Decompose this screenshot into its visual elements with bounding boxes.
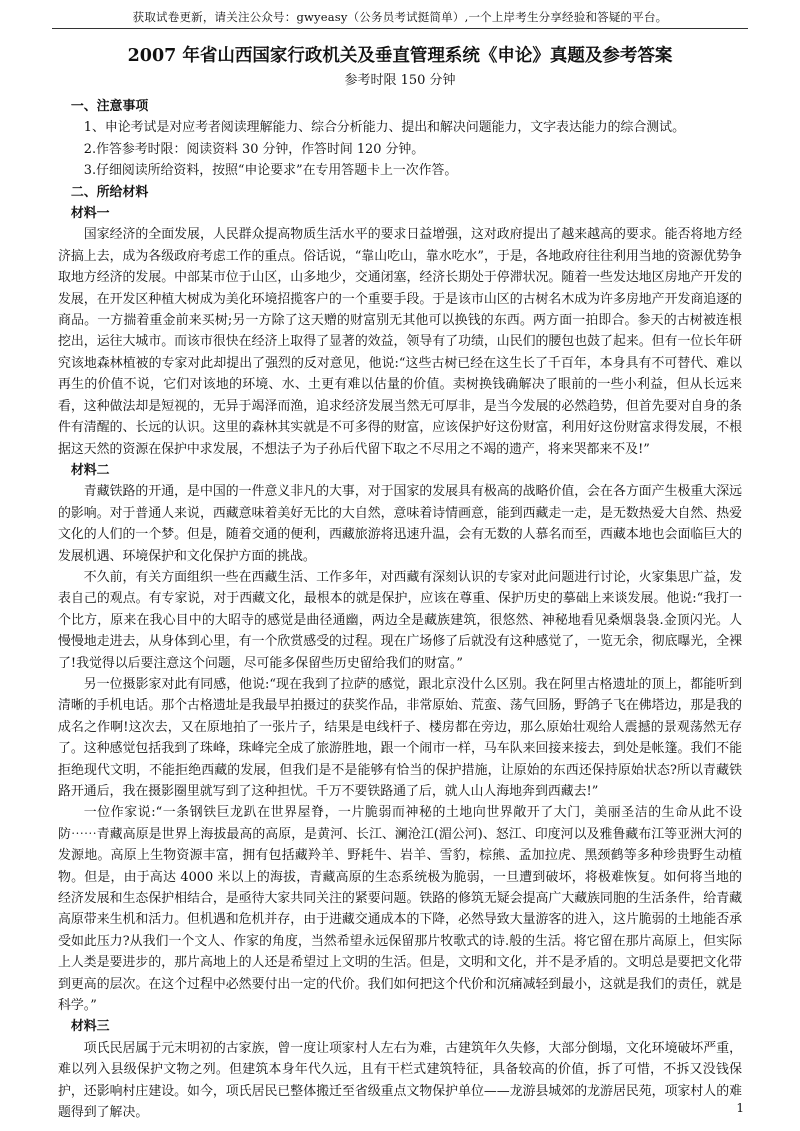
material-2-heading: 材料二	[70, 462, 110, 478]
document-title: 2007 年省山西国家行政机关及垂直管理系统《申论》真题及参考答案	[127, 46, 673, 66]
material-2-paragraph: 青藏铁路的开通，是中国的一件意义非凡的大事，对于国家的发展具有极高的战略价值，会在各方面产生极重大深远的影响。对于普通人来说，西藏意味着美好无比的大自然，意味着诗情画意，能到西藏走一走，是无数热爱大自然、热爱文化的人们的一个梦。但是，随着交通的便利，西藏旅游将迅速升温，会有无数的人慕名而至，西藏本地也会面临巨大的发展机遇、环境保护和文化保护方面的挑战。	[58, 484, 742, 564]
material-2-paragraph: 一位作家说:“一条钢铁巨龙趴在世界屋脊，一片脆弱而神秘的土地向世界敞开了大门，美丽圣洁的生命从此不设防⋯⋯青藏高原是世界上海拔最高的高原，是黄河、长江、澜沧江(湄公河)、怒江、印度河以及雅鲁藏布江等亚洲大河的发源地。高原上生物资源丰富，拥有包括藏羚羊、野耗牛、岩羊、雪豹，棕熊、孟加拉虎、黑颈鹤等多种珍贵野生动植物。但是，由于高达 4000 米以上的海拔，青藏高原的生态系统极为脆弱，一旦遭到破坏，将极难恢复。如何将当地的经济发展和生态保护相结合，是亟待大家共同关注的紧要问题。铁路的修筑无疑会提高广大藏族同胞的生活条件，给青藏高原带来生机和活力。但机遇和危机并存，由于进藏交通成本的下降，必然导致大量游客的进入，这片脆弱的土地能否承受如此压力?从我们一个文人、作家的角度，当然希望永远保留那片牧歌式的诗.般的生活。将它留在那片高原上，但实际上人类是要进步的，那片高地上的人还是希望过上文明的生活。但是，文明和文化，并不是矛盾的。文明总是要把文化带到更高的层次。在这个过程中必然要付出一定的代价。我们如何把这个代价和沉痛减轻到最小，这就是我们的责任，就是科学。”	[58, 805, 742, 1014]
page-number: 1	[736, 1101, 744, 1115]
material-3-paragraph: 项氏民居属于元末明初的古家族，曾一度让项家村人左右为难，古建筑年久失修，大部分倒塌，文化环境破坏严重，难以列入县级保护文物之列。但建筑本身年代久远，且有干栏式建筑特征，具备较高的价值，拆了可惜，不拆又没钱保护，还影响村庄建设。如今，项氏居民已整体搬迁至省级重点文物保护单位——龙游县城郊的龙游居民苑，项家村人的难题得到了解决。	[58, 1040, 742, 1121]
header-notice: 获取试卷更新，请关注公众号：gwyeasy（公务员考试挺简单）,一个上岸考生分享经验和答疑的平台。	[52, 6, 748, 29]
material-2-paragraph: 另一位摄影家对此有同感，他说:“现在我到了拉萨的感觉，跟北京没什么区别。我在阿里古格遗址的顶上，都能听到清晰的手机电话。那个古格遗址是我最早拍摄过的获奖作品，非常原始、荒蛮、荡气回肠，野鸽子飞在佛塔边，那是我的成名之作啊!这次去，又在原地拍了一张片子，结果是电线杆子、楼房都在旁边，那么原始壮观给人震撼的景观荡然无存了。这种感觉包括我到了珠峰，珠峰完全成了旅游胜地，跟一个闹市一样，马车队来回接来接去，到处是帐篷。我们不能拒绝现代文明，不能拒绝西藏的发展，但我们是不是能够有恰当的保护措施，让原始的东西还保持原始状态?所以青藏铁路开通后，我在摄影圈里就写到了这种担忧。千万不要铁路通了后，就人山人海地奔到西藏去!”	[58, 676, 742, 799]
note-item: 2.作答参考时限：阅读资料 30 分钟，作答时间 120 分钟。	[83, 141, 425, 157]
note-item: 3.仔细阅读所给资料，按照“申论要求”在专用答题卡上一次作答。	[83, 163, 458, 179]
note-item: 1、申论考试是对应考者阅读理解能力、综合分析能力、提出和解决问题能力，文字表达能力的综合测试。	[83, 120, 685, 136]
time-limit: 参考时限 150 分钟	[344, 73, 456, 88]
materials-heading: 二、所给材料	[70, 184, 149, 200]
notes-heading: 一、注意事项	[70, 99, 149, 114]
material-3-heading: 材料三	[70, 1019, 110, 1035]
material-1-paragraph: 国家经济的全面发展，人民群众提高物质生活水平的要求日益增强，这对政府提出了越来越高的要求。能否将地方经济搞上去，成为各级政府考虑工作的重点。俗话说，“靠山吃山，靠水吃水”，于是，各地政府往往利用当地的资源优势争取地方经济的发展。中部某市位于山区，山多地少，交通闭塞，经济长期处于停滞状况。随着一些发达地区房地产开发的发展，在开发区种植大树成为美化环境招揽客户的一个重要手段。于是该市山区的古树名木成为许多房地产开发商追逐的商品。一方揣着重金前来买树;另一方除了这天赠的财富别无其他可以换钱的东西。两方面一拍即合。参天的古树被连根挖出，运往大城市。而该市很快在经济上取得了显著的效益，领导有了功绩，山民们的腰包也鼓了起来。但有一位长年研究该地森林植被的专家对此却提出了强烈的反对意见，他说:“这些古树已经在这生长了千百年，本身具有不可替代、难以再生的价值不说，它们对该地的环境、水、土更有难以估量的价值。卖树换钱确解决了眼前的一些小利益，但从长远来看，这种做法却是短视的，无异于竭泽而渔，追求经济发展当然无可厚非，是当今发展的必然趋势，但首先要对自身的条件有清醒的、长远的认识。这里的森林其实就是不可多得的财富，应该保护好这份财富，利用好这份财富求得发展，不根据这天然的资源在保护中求发展，不想法子为子孙后代留下取之不尽用之不竭的遗产，将来哭都来不及!”	[58, 227, 742, 457]
material-1-heading: 材料一	[70, 206, 110, 222]
material-2-paragraph: 不久前，有关方面组织一些在西藏生活、工作多年，对西藏有深刻认识的专家对此问题进行讨论，火家集思广益，发表自己的观点。有专家说，对于西藏文化，最根本的就是保护，应该在尊重、保护历史的摹础上来谈发展。他说:“我打一个比方，原来在我心目中的大昭寺的感觉是曲径通幽，两边全是藏族建筑，很悠然、神秘地看见桑烟袅袅.金顶闪光。人慢慢地走进去，从身体到心里，有一个欣赏感受的过程。现在广场修了后就没有这种感觉了，一览无余，彻底曝光，全裸了!我觉得以后要注意这个问题，尽可能多保留些历史留给我们的财富。”	[58, 569, 742, 671]
document-body	[58, 96, 742, 1124]
